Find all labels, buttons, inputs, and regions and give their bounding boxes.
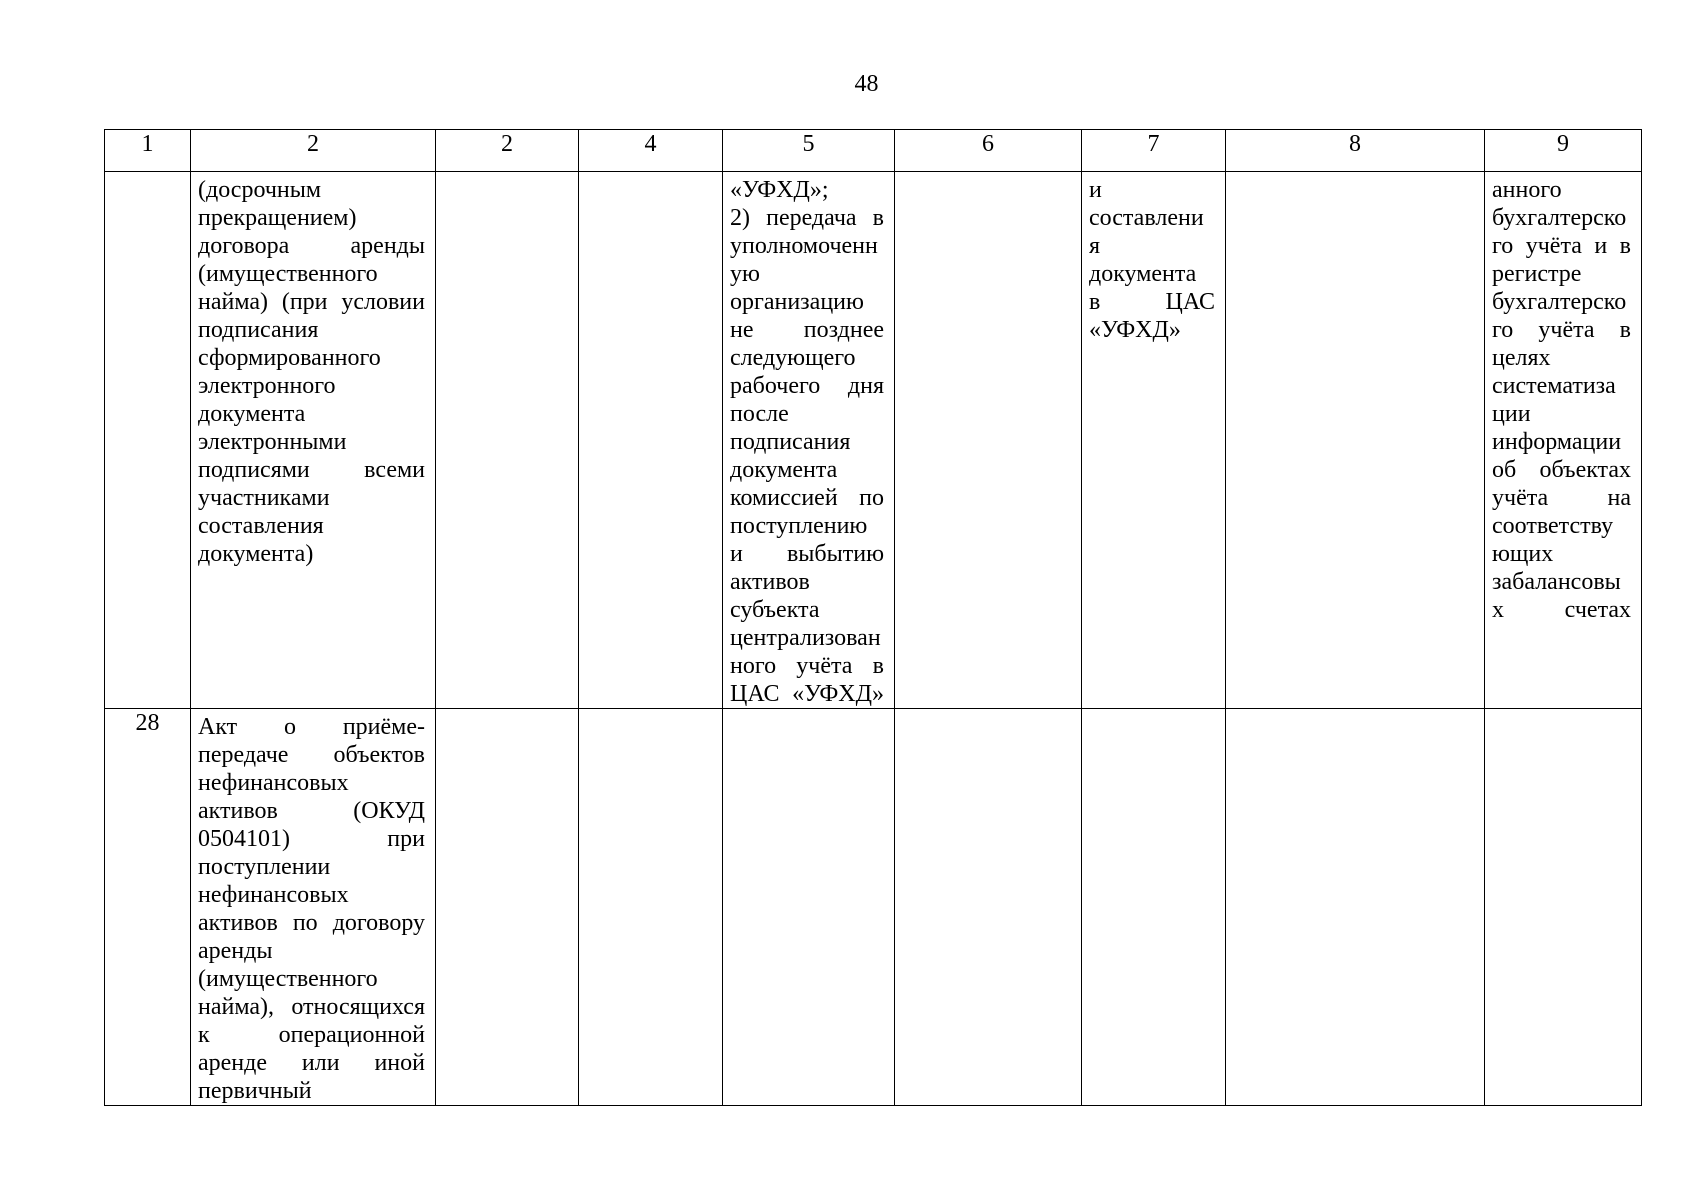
header-cell-8: 8 [1226, 130, 1485, 172]
text-line: бухгалтерско [1492, 289, 1627, 315]
text-line: после [730, 401, 789, 427]
table-row [105, 172, 1642, 709]
empty-cell [579, 709, 723, 1106]
header-cell-5: 5 [723, 130, 895, 172]
empty-cell [895, 172, 1082, 709]
cell-lines [191, 172, 435, 568]
text-line: соответству [1492, 513, 1614, 539]
text-line: документа [198, 401, 306, 427]
text-line: рабочего дня [730, 373, 884, 399]
cell-lines [723, 172, 894, 708]
text-line: нефинансовых [198, 882, 349, 908]
text-line: уполномоченн [730, 233, 878, 259]
row-number-cell [105, 172, 191, 709]
empty-cell [723, 709, 895, 1106]
text-line: ющих [1492, 541, 1554, 567]
text-line: не позднее [730, 317, 884, 343]
text-line: забалансовы [1492, 569, 1621, 595]
text-line: (имущественного [198, 966, 378, 992]
cell-lines [1082, 172, 1225, 344]
text-line: поступлению [730, 513, 868, 539]
empty-cell [436, 172, 579, 709]
text-line: 2) передача в [730, 205, 884, 231]
text-line: активов [730, 569, 810, 595]
text-line: найма) (при условии [198, 289, 425, 315]
text-line: документа [1089, 261, 1197, 287]
text-line: (имущественного [198, 261, 378, 287]
text-line: ЦАС «УФХД» [730, 681, 884, 707]
header-cell-9: 9 [1485, 130, 1642, 172]
text-line: анного [1492, 177, 1562, 203]
text-line: активов (ОКУД [198, 798, 425, 824]
text-line: я [1089, 233, 1101, 259]
header-cell-2: 2 [191, 130, 436, 172]
text-line: ции [1492, 401, 1531, 427]
text-line: систематиза [1492, 373, 1616, 399]
text-line: (досрочным [198, 177, 322, 203]
empty-cell [1226, 709, 1485, 1106]
text-line: подписями всеми [198, 457, 425, 483]
text-line: ую [730, 261, 760, 287]
text-line: и выбытию [730, 541, 884, 567]
table-header-row [105, 130, 1642, 172]
text-line: 0504101) при [198, 826, 425, 852]
text-line: следующего [730, 345, 856, 371]
text-line: передаче объектов [198, 742, 425, 768]
header-cell-3: 2 [436, 130, 579, 172]
text-line: организацию [730, 289, 864, 315]
text-line: участниками [198, 485, 330, 511]
text-line: го учёта и в [1492, 233, 1631, 259]
text-line: подписания [198, 317, 319, 343]
procedure-cell [723, 172, 895, 709]
empty-cell [1082, 709, 1226, 1106]
text-line: электронного [198, 373, 336, 399]
text-line: комиссией по [730, 485, 884, 511]
text-line: договора аренды [198, 233, 425, 259]
text-line: «УФХД»; [730, 177, 829, 203]
document-table [104, 129, 1642, 1106]
text-line: и [1089, 177, 1102, 203]
text-line: прекращением) [198, 205, 357, 231]
document-description-cell [191, 172, 436, 709]
header-cell-1: 1 [105, 130, 191, 172]
text-line: учёта на [1492, 485, 1631, 511]
text-line: документа) [198, 541, 314, 567]
header-cell-7: 7 [1082, 130, 1226, 172]
text-line: об объектах [1492, 457, 1631, 483]
purpose-cell [1485, 172, 1642, 709]
header-cell-4: 4 [579, 130, 723, 172]
text-line: подписания [730, 429, 851, 455]
row-number-cell: 28 [105, 709, 191, 1106]
empty-cell [895, 709, 1082, 1106]
system-cell [1082, 172, 1226, 709]
text-line: найма), относящихся [198, 994, 425, 1020]
text-line: первичный [198, 1078, 312, 1104]
text-line: целях [1492, 345, 1551, 371]
table-row [105, 709, 1642, 1106]
text-line: го учёта в [1492, 317, 1631, 343]
text-line: субъекта [730, 597, 820, 623]
cell-lines [191, 709, 435, 1105]
text-line: составлени [1089, 205, 1204, 231]
text-line: ного учёта в [730, 653, 884, 679]
text-line: бухгалтерско [1492, 205, 1627, 231]
page-number: 48 [854, 71, 879, 97]
text-line: х счетах [1492, 597, 1631, 623]
text-line: аренды [198, 938, 273, 964]
text-line: поступлении [198, 854, 331, 880]
empty-cell [436, 709, 579, 1106]
text-line: составления [198, 513, 324, 539]
text-line: информации [1492, 429, 1622, 455]
empty-cell [579, 172, 723, 709]
text-line: активов по договору [198, 910, 425, 936]
text-line: сформированного [198, 345, 381, 371]
text-line: Акт о приёме- [198, 714, 425, 740]
cell-lines [1485, 172, 1641, 624]
text-line: к операционной [198, 1022, 425, 1048]
document-description-cell [191, 709, 436, 1106]
text-line: нефинансовых [198, 770, 349, 796]
empty-cell [1485, 709, 1642, 1106]
text-line: электронными [198, 429, 347, 455]
text-line: «УФХД» [1089, 317, 1181, 343]
text-line: регистре [1492, 261, 1582, 287]
text-line: документа [730, 457, 838, 483]
text-line: аренде или иной [198, 1050, 425, 1076]
empty-cell [1226, 172, 1485, 709]
header-cell-6: 6 [895, 130, 1082, 172]
text-line: в ЦАС [1089, 289, 1215, 315]
text-line: централизован [730, 625, 881, 651]
